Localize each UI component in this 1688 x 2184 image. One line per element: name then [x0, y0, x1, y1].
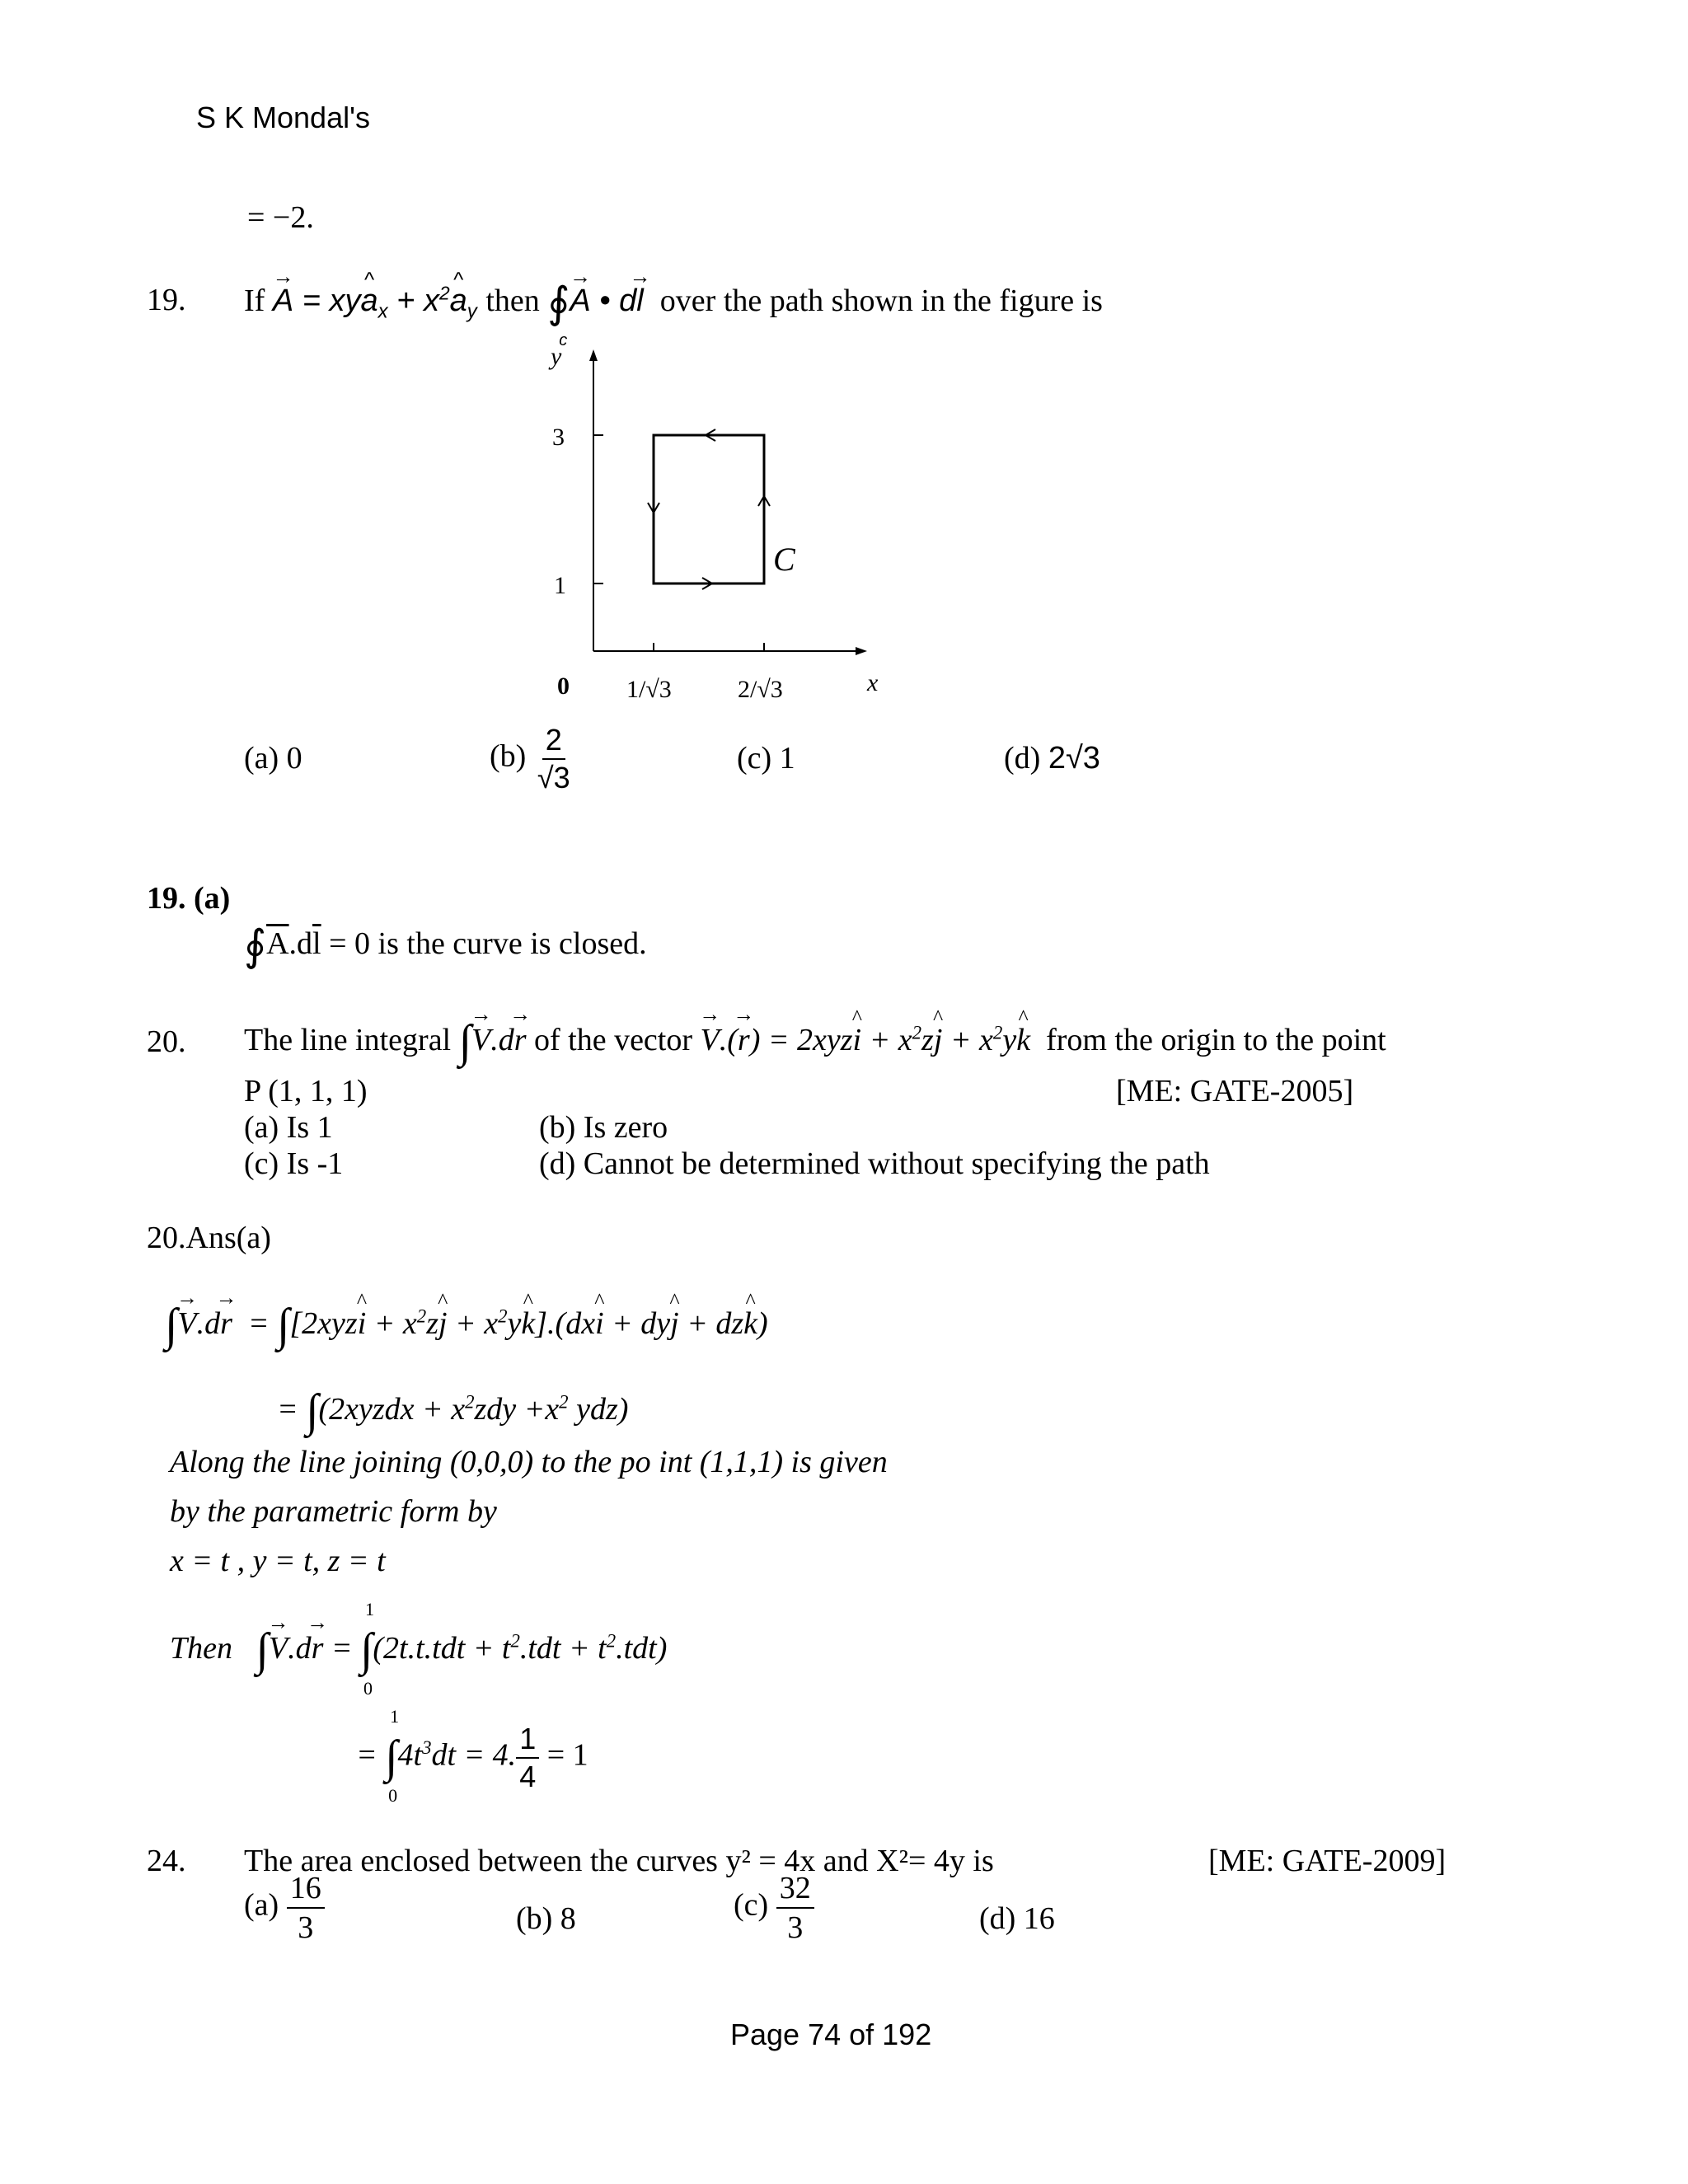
y-tick-3: 3	[552, 424, 565, 451]
page-number: Page 74 of 192	[730, 2018, 932, 2051]
q19-answer-text: $∮\overline{A}.d\overline{l} = 0$ is the curve is closed.	[244, 923, 647, 970]
path-figure	[511, 338, 923, 725]
q19-option-b: (b) $\frac{2}{√3}$	[490, 723, 570, 794]
closed-path-c	[654, 435, 764, 583]
q20-solution-line-3: Along the line joining (0,0,0) to the po int (1,1,1) is given	[170, 1445, 888, 1479]
q24-statement: The area enclosed between the curves y² = 4x and X²= 4y is	[244, 1844, 994, 1878]
x-axis-arrow	[856, 647, 867, 655]
header-author: S K Mondal's	[196, 101, 370, 134]
q24-option-c: (c) $\frac{32}{3}$	[734, 1872, 814, 1943]
q20-option-d: (d) Cannot be determined without specifying the path	[539, 1146, 1210, 1181]
q20-point: P (1, 1, 1)	[244, 1074, 368, 1108]
q20-solution-line-6: Then ∫→ V.d→ r = ∫ 1 0 $(2t.t.tdt + t^2.tdt + t^2.tdt)$	[170, 1624, 667, 1676]
q19-answer-heading: 19. (a)	[147, 881, 231, 916]
q19-option-d: (d) 2√3	[1004, 741, 1100, 776]
q19-statement: If → A = xy^ $a_x$ + $x^2\^{}$ $a_y$ then ∮→ A • d→ l c over the path shown in the figure is	[244, 279, 1103, 328]
q20-number: 20.	[147, 1024, 186, 1059]
q19-option-c: (c) 1	[737, 741, 795, 776]
q20-option-a: (a) Is 1	[244, 1110, 333, 1145]
curve-label: C	[773, 541, 795, 578]
q20-solution-line-2: = ∫(2xyzdx + $x^2zdy +x^2$ ydz)	[277, 1385, 629, 1436]
q20-option-c: (c) Is -1	[244, 1146, 344, 1181]
x-axis-label: x	[867, 669, 879, 696]
q20-option-b: (b) Is zero	[539, 1110, 668, 1145]
q20-solution-line-5: x = t , y = t, z = t	[170, 1544, 386, 1578]
q24-number: 24.	[147, 1844, 186, 1878]
q20-source: [ME: GATE-2005]	[1116, 1074, 1354, 1108]
q20-statement: The line integral ∫→ V.d→ r of the vector → V.(→ r) = 2xyz^ $i + x^2z\^{}$ $j + x^2y\^{}$ k from the origin to the point	[244, 1015, 1386, 1068]
q24-option-a: (a) $\frac{16}{3}$	[244, 1872, 325, 1943]
q19-option-a: (a) 0	[244, 741, 302, 776]
q24-option-b: (b) 8	[516, 1901, 576, 1936]
q24-option-d: (d) 16	[979, 1901, 1055, 1936]
q24-source: [ME: GATE-2009]	[1208, 1844, 1447, 1878]
q20-solution-line-1: ∫→ V.d→ r = ∫[2xyz^ $i + x^2z\^{}$ $j + x^2y\^{}$ k].(dx^ i + dy^ j + dz^ k)	[165, 1299, 768, 1352]
previous-result: = −2.	[247, 200, 314, 235]
q20-answer-heading: 20.Ans(a)	[147, 1221, 271, 1255]
y-axis-arrow	[589, 349, 598, 361]
q19-number: 19.	[147, 283, 186, 317]
x-tick-1: 1/√3	[626, 676, 672, 703]
y-axis-label: y	[551, 343, 562, 370]
y-tick-1: 1	[554, 572, 566, 599]
x-tick-2: 2/√3	[738, 676, 783, 703]
q20-solution-line-4: by the parametric form by	[170, 1494, 497, 1529]
origin-label: 0	[557, 673, 570, 700]
q20-solution-line-7: = ∫ 1 0 $4t^3dt = 4$. $\frac{1}{4}$ = 1	[356, 1705, 588, 1806]
